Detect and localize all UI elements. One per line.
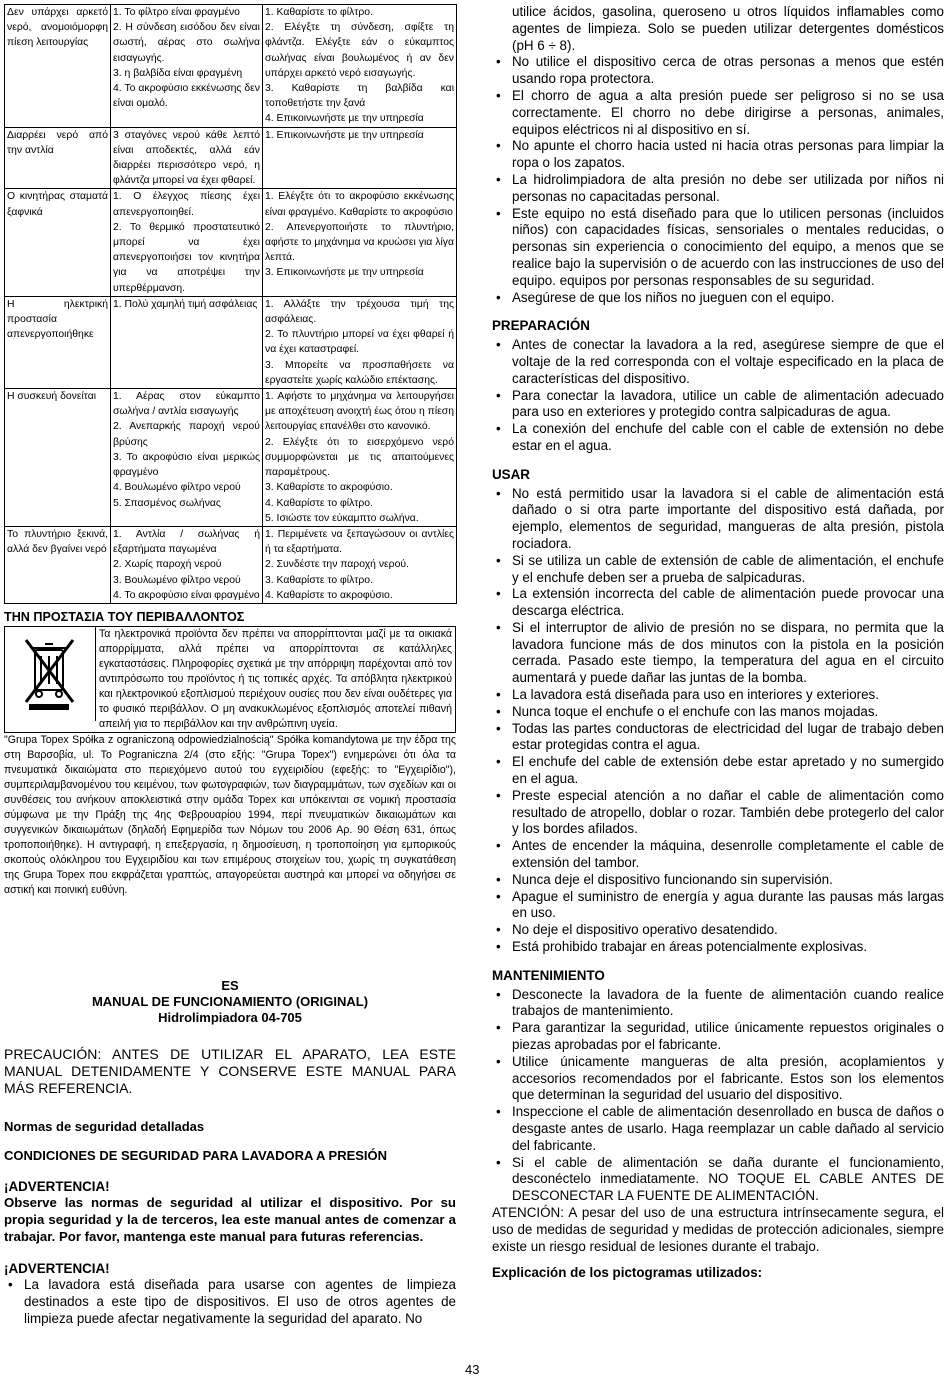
warning-heading: ¡ADVERTENCIA! — [4, 1178, 110, 1194]
cause-item: 2. Ανεπαρκής παροχή νερού βρύσης — [113, 421, 260, 448]
solution-cell — [263, 127, 457, 189]
cause-item: 1. Πολύ χαμηλή τιμή ασφάλειας — [113, 298, 258, 310]
cause-cell — [111, 189, 263, 296]
cause-item: 3 σταγόνες νερού κάθε λεπτό είναι αποδεκτές, αλλά εάν διαρρέει περισσότερο νερό, η φλάντζα μπορεί να έχει φθαρεί. — [113, 129, 260, 187]
list-item: • No deje el dispositivo operativo desatendido. — [492, 922, 944, 939]
solution-item: 2. Το πλυντήριο μπορεί να έχει φθαρεί ή να έχει καταστραφεί. — [265, 329, 454, 356]
language-code: ES — [221, 977, 239, 993]
list-item: • Inspeccione el cable de alimentación desenrollado en busca de daños o desgaste antes de usarlo. Haga reemplazar un cable dañado al servicio del fabricante. — [492, 1104, 944, 1154]
solution-cell — [263, 296, 457, 388]
solution-cell — [263, 526, 457, 603]
environment-box — [4, 626, 456, 733]
cause-item: 1. Ο έλεγχος πίεσης έχει απενεργοποιηθεί. — [113, 191, 260, 218]
list-item: • Todas las partes conductoras de electricidad del lugar de trabajo deben estar protegidas contra el agua. — [492, 721, 944, 755]
solution-item: 3. Μπορείτε να προσπαθήσετε να εργαστείτε χωρίς καλώδιο επέκτασης. — [265, 359, 454, 386]
cause-item: 5. Σπασμένος σωλήνας — [113, 497, 221, 509]
list-item: • Para conectar la lavadora, utilice un cable de alimentación adecuado para uso en exteriores y protegido contra salpicaduras de agua. — [492, 388, 944, 422]
cause-item: 2. Χωρίς παροχή νερού — [113, 559, 222, 571]
solution-item: 2. Ελέγξτε ότι το εισερχόμενο νερό συμμορφώνεται με τις απαιτούμενες παραμέτρους. — [265, 436, 454, 479]
cause-item: 4. Το ακροφύσιο είναι φραγμένο — [113, 589, 260, 601]
list-item: • Si el interruptor de alivio de presión no se dispara, no permita que la lavadora funcione más de dos minutos con la pistola en la posición cerrada. Pasado este tiempo, la temperatura del agua en el circuito aumentará y puede dañar las juntas de la bomba. — [492, 620, 944, 687]
solution-item: 3. Επικοινωνήστε με την υπηρεσία — [265, 267, 424, 279]
list-item: • Este equipo no está diseñado para que lo utilicen personas (incluidos niños) con capacidades físicas, sensoriales o mentales reducidas, o personas sin experiencia o conocimiento del equipo, a menos que se realice bajo la supervisión o de acuerdo con las instrucciones de uso del equipo. equipos por personas responsables de su seguridad. — [492, 206, 944, 290]
table-row — [5, 526, 457, 603]
mantenimiento-list — [492, 987, 944, 1205]
cause-cell — [111, 389, 263, 527]
copyright-notice: "Grupa Topex Spółka z ograniczoną odpowiedzialnością" Spółka komandytowa με την έδρα της στη Βαρσοβία, ul. Το Pograniczna 2/4 (στο εξής: "Grupa Topex") ενημερώνει ότι όλα τα πνευματικά δικαιώματα στο περιεχόμενο αυτού του εγχειριδίου (εφεξής: το "Εγχειρίδιο"), συμπεριλαμβανομένου του κειμένου, των φωτογραφιών, των διαγραμμάτων, των σχεδίων και οι συνθέσεις του ανήκουν αποκλειστικά στην ομάδα Topex και υπόκεινται σε νομική προστασία σύμφωνα με την Πράξη της 4ης Φεβρουαρίου 1994, περί πνευματικών δικαιωμάτων και συγγενικών δικαιωμάτων (δηλαδή Εφημερίδα των Νόμων του 2006 Αρ. 90 Θέση 631, όπως τροποποιήθηκε). Η αντιγραφή, η επεξεργασία, η δημοσίευση, η τροποποίηση για εμπορικούς σκοπούς ολόκληρου του Εγχειριδίου και των επιμέρους στοιχείων του, χωρίς τη συγκατάθεση της Grupa Topex που εκφράζεται γραπτώς, απαγορεύεται αυστηρά και μπορεί να οδηγήσει σε αστική και ποινική ευθύνη. — [4, 733, 456, 896]
product-name: Hidrolimpiadora 04-705 — [158, 1009, 302, 1025]
condiciones-heading: CONDICIONES DE SEGURIDAD PARA LAVADORA A PRESIÓN — [4, 1147, 388, 1163]
crossed-out-wheelie-bin-icon — [5, 627, 96, 721]
problem-cell: Δεν υπάρχει αρκετό νερό, ανομοιόμορφη πίεση λειτουργίας — [5, 5, 111, 128]
cause-item: 4. Βουλωμένο φίλτρο νερού — [113, 482, 241, 494]
solution-item: 2. Ελέγξτε τη σύνδεση, σφίξτε τη φλάντζα. Ελέγξτε εάν ο εύκαμπτος σωλήνας είναι βουλωμένος ή αν δεν υπάρχει αρκετό νερό εισαγωγής. — [265, 22, 454, 79]
solution-item: 4. Καθαρίστε το ακροφύσιο. — [265, 589, 393, 601]
cause-cell — [111, 526, 263, 603]
list-item: • Para garantizar la seguridad, utilice únicamente repuestos originales o piezas aprobadas por el fabricante. — [492, 1020, 944, 1054]
cause-item: 3. η βαλβίδα είναι φραγμένη — [113, 67, 243, 79]
problem-cell: Διαρρέει νερό από την αντλία — [5, 127, 111, 189]
list-item: • No está permitido usar la lavadora si el cable de alimentación está dañado o si otra parte importante del dispositivo está dañada, por ejemplo, elementos de seguridad, mangueras de alta presión, pistola rociadora. — [492, 486, 944, 553]
warning-body: Observe las normas de seguridad al utilizar el dispositivo. Por su propia seguridad y la de terceros, lea este manual antes de comenzar a trabajar. Por favor, mantenga este manual para futuras referencias. — [4, 1194, 456, 1244]
right-column — [492, 4, 944, 1284]
safety-bullet-list — [492, 54, 944, 306]
solution-cell — [263, 389, 457, 527]
list-item: • No apunte el chorro hacia usted ni hacia otras personas para limpiar la ropa o los zapatos. — [492, 138, 944, 172]
cause-cell — [111, 296, 263, 388]
problem-cell: Η ηλεκτρική προστασία απενεργοποιήθηκε — [5, 296, 111, 388]
solution-item: 4. Επικοινωνήστε με την υπηρεσία — [265, 113, 424, 125]
list-item: • La conexión del enchufe del cable con el cable de extensión no debe estar en el agua. — [492, 421, 944, 455]
list-item: • Asegúrese de que los niños no jueguen con el equipo. — [492, 290, 944, 307]
problem-cell: Ο κινητήρας σταματά ξαφνικά — [5, 189, 111, 296]
list-item: • Está prohibido trabajar en áreas potencialmente explosivas. — [492, 939, 944, 956]
table-row — [5, 189, 457, 296]
usar-list — [492, 486, 944, 956]
list-item: • Preste especial atención a no dañar el cable de alimentación como resultado de atropello, doblar o rozar. También debe protegerlo del calor y los bordes afilados. — [492, 788, 944, 838]
list-item: • Utilice únicamente mangueras de alta presión, acoplamientos y accesorios recomendados por el fabricante. Estos son los elementos que determinan la seguridad del usuario del dispositivo. — [492, 1054, 944, 1104]
solution-item: 3. Καθαρίστε το φίλτρο. — [265, 574, 373, 586]
manual-title: MANUAL DE FUNCIONAMIENTO (ORIGINAL) — [91, 993, 369, 1009]
table-row — [5, 127, 457, 189]
list-item: • Antes de conectar la lavadora a la red, asegúrese siempre de que el voltaje de la red corresponda con el voltaje especificado en la placa de características del dispositivo. — [492, 337, 944, 387]
solution-item: 1. Επικοινωνήστε με την υπηρεσία — [265, 129, 424, 141]
normas-heading: Normas de seguridad detalladas — [4, 1118, 205, 1134]
table-row — [5, 5, 457, 128]
solution-item: 3. Καθαρίστε το ακροφύσιο. — [265, 482, 393, 494]
problem-cell: Το πλυντήριο ξεκινά, αλλά δεν βγαίνει νερό — [5, 526, 111, 603]
list-item: • La lavadora está diseñada para uso en interiores y exteriores. — [492, 687, 944, 704]
continuation-text: utilice ácidos, gasolina, queroseno u otros líquidos inflamables como agentes de limpieza. Solo se pueden utilizar detergentes domésticos (pH 6 ÷ 8). — [512, 4, 944, 53]
solution-item: 1. Ελέγξτε ότι το ακροφύσιο εκκένωσης είναι φραγμένο. Καθαρίστε το ακροφύσιο — [265, 191, 454, 218]
list-item: • Si el cable de alimentación se daña durante el funcionamiento, desconéctelo inmediatamente. NO TOQUE EL CABLE ANTES DE DESCONECTAR LA FUENTE DE ALIMENTACIÓN. — [492, 1155, 944, 1205]
list-item: • Apague el suministro de energía y agua durante las pausas más largas en uso. — [492, 889, 944, 923]
cause-cell — [111, 127, 263, 189]
solution-item: 2. Απενεργοποιήστε το πλυντήριο, αφήστε το μηχάνημα να κρυώσει για λίγα λεπτά. — [265, 221, 454, 264]
solution-item: 2. Συνδέστε την παροχή νερού. — [265, 559, 409, 571]
preparacion-list — [492, 337, 944, 455]
warning-heading-2: ¡ADVERTENCIA! — [4, 1260, 110, 1276]
list-item: • La lavadora está diseñada para usarse con agentes de limpieza destinados a este tipo de dispositivos. El uso de otros agentes de limpieza puede afectar negativamente la seguridad del aparato. No — [4, 1276, 456, 1327]
preparacion-heading: PREPARACIÓN — [492, 318, 590, 334]
solution-cell — [263, 5, 457, 128]
solution-item: 4. Καθαρίστε το φίλτρο. — [265, 497, 373, 509]
cause-item: 2. Η σύνδεση εισόδου δεν είναι σωστή, αέρας στο σωλήνα εισαγωγής. — [113, 22, 260, 64]
environment-title: ΤΗΝ ΠΡΟΣΤΑΣΙΑ ΤΟΥ ΠΕΡΙΒΑΛΛΟΝΤΟΣ — [4, 609, 245, 624]
cause-item: 4. Το ακροφύσιο εκκένωσης δεν είναι ομαλό. — [113, 83, 260, 110]
solution-item: 5. Ισιώστε τον εύκαμπτο σωλήνα. — [265, 512, 419, 524]
solution-item: 1. Αλλάξτε την τρέχουσα τιμή της ασφάλειας. — [265, 298, 454, 326]
mantenimiento-heading: MANTENIMIENTO — [492, 967, 605, 983]
solution-item: 1. Καθαρίστε το φίλτρο. — [265, 7, 373, 18]
cause-item: 2. Το θερμικό προστατευτικό μπορεί να έχει απενεργοποιήσει τον κινητήρα για να αποτρέψει την υπερθέρμανση. — [113, 221, 260, 294]
solution-item: 1. Αφήστε το μηχάνημα να λειτουργήσει με αποχέτευση ανοιχτή έως ότου η πίεση λειτουργίας επανέλθει στο κανονικό. — [265, 391, 454, 433]
cause-item: 1. Αντλία / σωλήνας ή εξαρτήματα παγωμένα — [113, 528, 260, 556]
cause-cell — [111, 5, 263, 128]
solution-item: 1. Περιμένετε να ξεπαγώσουν οι αντλίες ή τα εξαρτήματα. — [265, 528, 454, 556]
atencion-note: ATENCIÓN: A pesar del uso de una estructura intrínsecamente segura, el uso de medidas de seguridad y medidas de protección adicionales, siempre existe un riesgo residual de lesiones durante el trabajo. — [492, 1204, 944, 1254]
pictogramas-heading: Explicación de los pictogramas utilizados: — [492, 1265, 763, 1281]
list-item: • Antes de encender la máquina, desenrolle completamente el cable de extensión del tambor. — [492, 838, 944, 872]
solution-item: 3. Καθαρίστε τη βαλβίδα και τοποθετήστε την ξανά — [265, 83, 454, 110]
cause-item: 1. Αέρας στον εύκαμπτο σωλήνα / αντλία εισαγωγής — [113, 391, 260, 418]
list-item: • El chorro de agua a alta presión puede ser peligroso si no se usa correctamente. El chorro no debe dirigirse a personas, animales, equipos eléctricos ni al dispositivo en sí. — [492, 88, 944, 138]
es-header — [4, 978, 456, 1026]
left-column — [4, 4, 456, 1327]
list-item: • No utilice el dispositivo cerca de otras personas a menos que estén usando ropa protectora. — [492, 54, 944, 88]
cause-item: 3. Βουλωμένο φίλτρο νερού — [113, 574, 241, 586]
solution-cell — [263, 189, 457, 296]
cause-item: 1. Το φίλτρο είναι φραγμένο — [113, 7, 240, 18]
list-item: • Nunca toque el enchufe o el enchufe con las manos mojadas. — [492, 704, 944, 721]
list-item: • Desconecte la lavadora de la fuente de alimentación cuando realice trabajos de mantenimiento. — [492, 987, 944, 1021]
list-item: • La hidrolimpiadora de alta presión no debe ser utilizada por niños ni personas no capacitadas personal. — [492, 172, 944, 206]
page-number: 43 — [465, 1362, 480, 1377]
problem-cell: Η συσκευή δονείται — [5, 389, 111, 527]
list-item: • Nunca deje el dispositivo funcionando sin supervisión. — [492, 872, 944, 889]
environment-text: Τα ηλεκτρονικά προϊόντα δεν πρέπει να απορρίπτονται μαζί με τα οικιακά απορρίμματα, αλλά πρέπει να απορρίπτονται σε κατάλληλες εγκαταστάσεις. Πληροφορίες σχετικά με την απόρριψη παρέχονται από τον αντιπρόσωπο του προϊόντος ή τις τοπικές αρχές. Τα απόβλητα ηλεκτρικού και ηλεκτρονικού εξοπλισμού περιέχουν ουσίες που δεν είναι ουδέτερες για το φυσικό περιβάλλον. Ο μη ανακυκλωμένος εξοπλισμός αποτελεί πιθανή απειλή για το περιβάλλον και την ανθρώπινη υγεία. — [99, 627, 452, 730]
list-item: • El enchufe del cable de extensión debe estar apretado y no sumergido en el agua. — [492, 754, 944, 788]
usar-heading: USAR — [492, 466, 530, 482]
left-bullet-list — [4, 1276, 456, 1327]
list-item: • Si se utiliza un cable de extensión de cable de alimentación, el enchufe y el enchufe deben ser a prueba de salpicaduras. — [492, 553, 944, 587]
cause-item: 3. Το ακροφύσιο είναι μερικώς φραγμένο — [113, 451, 260, 479]
table-row — [5, 389, 457, 527]
table-row — [5, 296, 457, 388]
troubleshooting-table — [4, 4, 457, 604]
list-item: • La extensión incorrecta del cable de alimentación puede provocar una descarga eléctrica. — [492, 586, 944, 620]
caution-text: PRECAUCIÓN: ANTES DE UTILIZAR EL APARATO, LEA ESTE MANUAL DETENIDAMENTE Y CONSERVE ESTE MANUAL PARA MÁS REFERENCIA. — [4, 1045, 456, 1096]
